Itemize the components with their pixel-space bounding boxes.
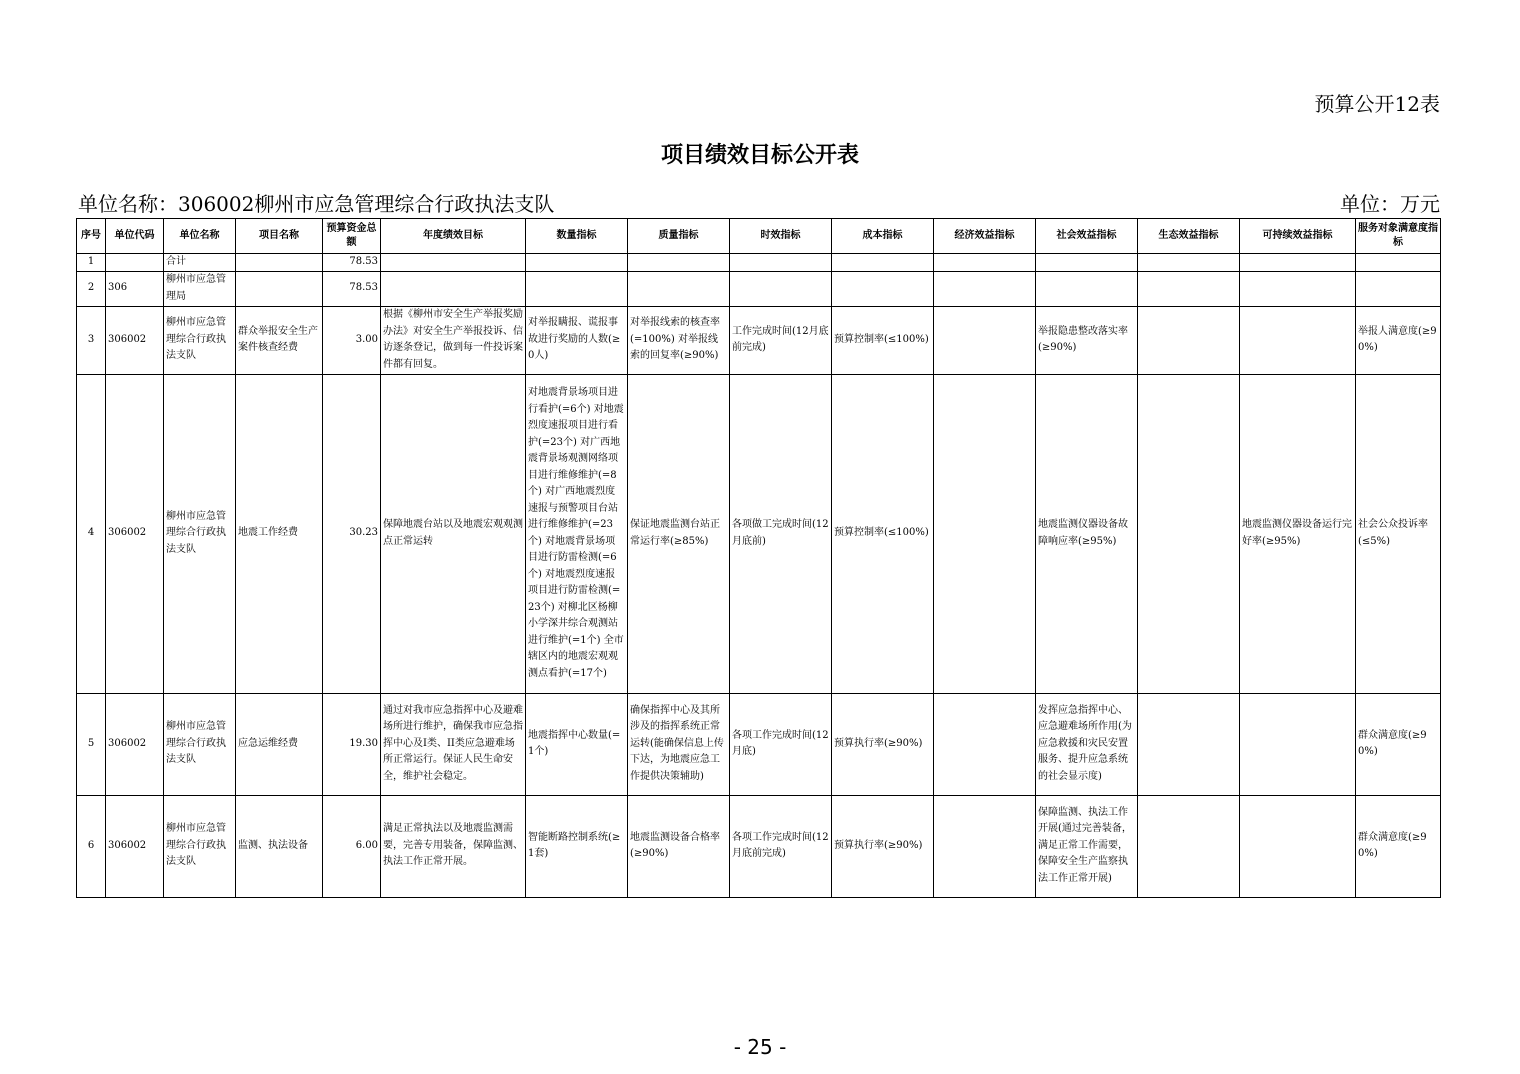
col-header-goal: 年度绩效目标 — [381, 219, 526, 254]
cell-cost: 预算控制率(≤100%) — [832, 306, 934, 374]
table-row — [77, 254, 1441, 272]
col-header-timeliness: 时效指标 — [730, 219, 832, 254]
cell-project — [236, 254, 323, 272]
cell-no: 2 — [77, 271, 106, 306]
cell-project: 监测、执法设备 — [236, 795, 323, 897]
cell-unit: 柳州市应急管理综合行政执法支队 — [164, 306, 236, 374]
cell-satisfaction: 群众满意度(≥90%) — [1356, 693, 1441, 795]
col-header-quality: 质量指标 — [628, 219, 730, 254]
col-header-satisfaction: 服务对象满意度指标 — [1356, 219, 1441, 254]
cell-no: 3 — [77, 306, 106, 374]
cell-satisfaction: 举报人满意度(≥90%) — [1356, 306, 1441, 374]
cell-quality: 确保指挥中心及其所涉及的指挥系统正常运转(能确保信息上传下达，为地震应急工作提供决策辅助) — [628, 693, 730, 795]
cell-social — [1036, 271, 1138, 306]
cell-quantity: 对举报瞒报、谎报事故进行奖励的人数(≥0人) — [526, 306, 628, 374]
cell-no: 4 — [77, 374, 106, 693]
unit-name: 单位名称：306002柳州市应急管理综合行政执法支队 — [78, 192, 555, 216]
currency-unit: 单位：万元 — [1340, 192, 1440, 216]
col-header-project: 项目名称 — [236, 219, 323, 254]
cell-project: 群众举报安全生产案件核查经费 — [236, 306, 323, 374]
page-title: 项目绩效目标公开表 — [660, 143, 859, 168]
cell-unit: 柳州市应急管理综合行政执法支队 — [164, 374, 236, 693]
cell-sustainable: 地震监测仪器设备运行完好率(≥95%) — [1240, 374, 1356, 693]
cell-sustainable — [1240, 254, 1356, 272]
cell-goal: 保障地震台站以及地震宏观观测点正常运转 — [381, 374, 526, 693]
cell-project: 应急运维经费 — [236, 693, 323, 795]
table-row — [77, 374, 1441, 693]
cell-social — [1036, 254, 1138, 272]
cell-ecological — [1138, 693, 1240, 795]
cell-cost: 预算执行率(≥90%) — [832, 693, 934, 795]
cell-no: 5 — [77, 693, 106, 795]
cell-unit: 柳州市应急管理局 — [164, 271, 236, 306]
col-header-social: 社会效益指标 — [1036, 219, 1138, 254]
cell-no: 1 — [77, 254, 106, 272]
cell-quality: 对举报线索的核查率(=100%) 对举报线索的回复率(≥90%) — [628, 306, 730, 374]
table-code: 预算公开12表 — [1314, 92, 1440, 116]
cell-amount: 78.53 — [323, 271, 381, 306]
col-header-code: 单位代码 — [106, 219, 164, 254]
cell-quality — [628, 271, 730, 306]
cell-quality: 保证地震监测台站正常运行率(≥85%) — [628, 374, 730, 693]
cell-amount: 30.23 — [323, 374, 381, 693]
cell-code: 306002 — [106, 374, 164, 693]
cell-cost: 预算控制率(≤100%) — [832, 374, 934, 693]
col-header-no: 序号 — [77, 219, 106, 254]
cell-quantity — [526, 271, 628, 306]
cell-quantity: 智能断路控制系统(≥1套) — [526, 795, 628, 897]
cell-unit: 柳州市应急管理综合行政执法支队 — [164, 795, 236, 897]
cell-timeliness — [730, 271, 832, 306]
col-header-economic: 经济效益指标 — [934, 219, 1036, 254]
table-row — [77, 693, 1441, 795]
cell-economic — [934, 374, 1036, 693]
header-row — [77, 219, 1441, 254]
cell-amount: 3.00 — [323, 306, 381, 374]
col-header-amount: 预算资金总额 — [323, 219, 381, 254]
col-header-cost: 成本指标 — [832, 219, 934, 254]
performance-table — [76, 218, 1441, 898]
cell-cost — [832, 254, 934, 272]
cell-social: 举报隐患整改落实率(≥90%) — [1036, 306, 1138, 374]
cell-social: 地震监测仪器设备故障响应率(≥95%) — [1036, 374, 1138, 693]
cell-social: 发挥应急指挥中心、应急避难场所作用(为应急救援和灾民安置服务、提升应急系统的社会显示度) — [1036, 693, 1138, 795]
cell-satisfaction — [1356, 271, 1441, 306]
cell-timeliness — [730, 254, 832, 272]
cell-cost: 预算执行率(≥90%) — [832, 795, 934, 897]
cell-sustainable — [1240, 693, 1356, 795]
cell-ecological — [1138, 795, 1240, 897]
cell-code: 306002 — [106, 795, 164, 897]
cell-project — [236, 271, 323, 306]
cell-satisfaction: 社会公众投诉率(≤5%) — [1356, 374, 1441, 693]
cell-amount: 19.30 — [323, 693, 381, 795]
cell-goal — [381, 254, 526, 272]
cell-timeliness: 工作完成时间(12月底前完成) — [730, 306, 832, 374]
cell-economic — [934, 254, 1036, 272]
cell-economic — [934, 693, 1036, 795]
cell-satisfaction: 群众满意度(≥90%) — [1356, 795, 1441, 897]
cell-quality: 地震监测设备合格率(≥90%) — [628, 795, 730, 897]
cell-ecological — [1138, 254, 1240, 272]
cell-goal: 满足正常执法以及地震监测需要，完善专用装备，保障监测、执法工作正常开展。 — [381, 795, 526, 897]
cell-goal: 根据《柳州市安全生产举报奖励办法》对安全生产举报投诉、信访逐条登记，做到每一件投诉案件都有回复。 — [381, 306, 526, 374]
cell-code — [106, 254, 164, 272]
cell-quantity: 地震指挥中心数量(=1个) — [526, 693, 628, 795]
cell-timeliness: 各项工作完成时间(12月底前完成) — [730, 795, 832, 897]
cell-social: 保障监测、执法工作开展(通过完善装备，满足正常工作需要，保障安全生产监察执法工作正常开展) — [1036, 795, 1138, 897]
col-header-sustainable: 可持续效益指标 — [1240, 219, 1356, 254]
cell-quantity — [526, 254, 628, 272]
cell-timeliness: 各项做工完成时间(12月底前) — [730, 374, 832, 693]
cell-goal: 通过对我市应急指挥中心及避难场所进行维护，确保我市应急指挥中心及I类、II类应急避难场所正常运行。保证人民生命安全，维护社会稳定。 — [381, 693, 526, 795]
col-header-quantity: 数量指标 — [526, 219, 628, 254]
col-header-ecological: 生态效益指标 — [1138, 219, 1240, 254]
table-row — [77, 795, 1441, 897]
cell-economic — [934, 306, 1036, 374]
cell-sustainable — [1240, 795, 1356, 897]
table-row — [77, 271, 1441, 306]
cell-sustainable — [1240, 306, 1356, 374]
cell-project: 地震工作经费 — [236, 374, 323, 693]
cell-sustainable — [1240, 271, 1356, 306]
cell-quality — [628, 254, 730, 272]
cell-amount: 6.00 — [323, 795, 381, 897]
cell-cost — [832, 271, 934, 306]
cell-unit: 合计 — [164, 254, 236, 272]
cell-unit: 柳州市应急管理综合行政执法支队 — [164, 693, 236, 795]
cell-ecological — [1138, 306, 1240, 374]
cell-economic — [934, 271, 1036, 306]
cell-satisfaction — [1356, 254, 1441, 272]
cell-code: 306002 — [106, 306, 164, 374]
cell-timeliness: 各项工作完成时间(12月底) — [730, 693, 832, 795]
table-row — [77, 306, 1441, 374]
cell-no: 6 — [77, 795, 106, 897]
cell-ecological — [1138, 374, 1240, 693]
col-header-unit: 单位名称 — [164, 219, 236, 254]
cell-ecological — [1138, 271, 1240, 306]
page-number: - 25 - — [733, 1035, 787, 1059]
cell-goal — [381, 271, 526, 306]
cell-economic — [934, 795, 1036, 897]
cell-code: 306002 — [106, 693, 164, 795]
cell-code: 306 — [106, 271, 164, 306]
cell-amount: 78.53 — [323, 254, 381, 272]
cell-quantity: 对地震背景场项目进行看护(=6个) 对地震烈度速报项目进行看护(=23个) 对广西地震背景场观测网络项目进行维修维护(=8个) 对广西地震烈度速报与预警项目台站进行维修维护(=23个) 对地震背景场项目进行防雷检测(=6个) 对地震烈度速报项目进行防雷检测(=23个) 对柳北区杨柳小学深井综合观测站进行维护(=1个) 全市辖区内的地震宏观观测点看护(=17个) — [526, 374, 628, 693]
